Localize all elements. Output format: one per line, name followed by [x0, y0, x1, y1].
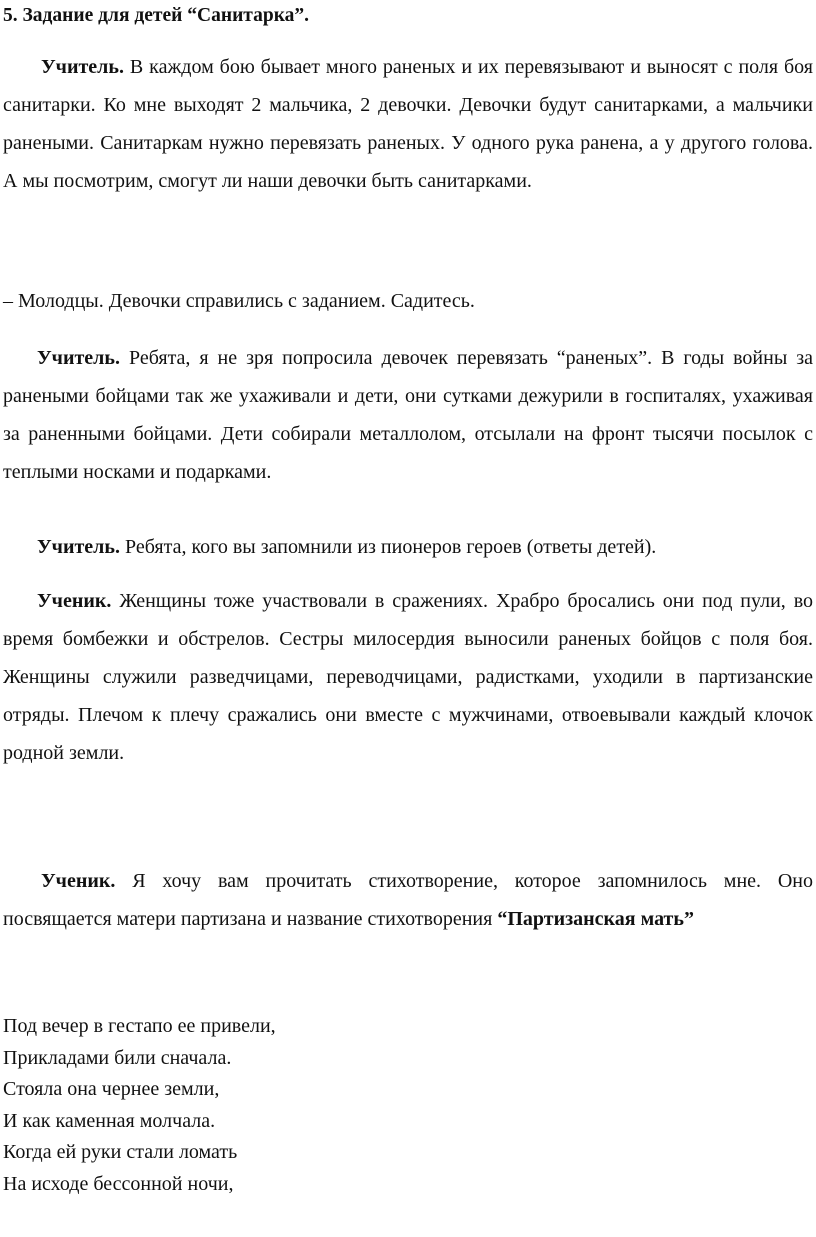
poem-line: Прикладами били сначала. — [3, 1046, 232, 1069]
poem-line: Когда ей руки стали ломать — [3, 1141, 238, 1163]
paragraph-student-1 — [3, 582, 813, 772]
paragraph-text: Ребята, кого вы запомнили из пионеров героев (ответы детей). — [124, 536, 657, 558]
paragraph-text: В каждом бою бывает много раненых и их перевязывают и выносят с поля боя санитарки. Ко мне выходят 2 мальчика, 2 девочки. Девочки будут санитарками, а мальчики ранеными. Санитаркам нужно перевязать раненых. У одного рука ранена, а у другого голова. А мы посмотрим, смогут ли наши девочки быть санитарками. — [3, 56, 813, 192]
paragraph-text: Ребята, я не зря попросила девочек перевязать “раненых”. В годы войны за ранеными бойцами так же ухаживали и дети, они сутками дежурили в госпиталях, ухаживая за раненными бойцами. Дети собирали металлолом, отсылали на фронт тысячи посылок с теплыми носками и подарками. — [3, 347, 814, 483]
paragraph-text: Женщины тоже участвовали в сражениях. Храбро бросались они под пули, во время бомбежки и обстрелов. Сестры милосердия выносили раненых бойцов с поля боя. Женщины служили разведчицами, переводчицами, радистками, уходили в партизанские отряды. Плечом к плечу сражались они вместе с мужчинами, отвоевывали каждый клочок родной земли. — [3, 590, 814, 764]
paragraph-teacher-2 — [3, 339, 813, 491]
paragraph-student-2 — [3, 862, 813, 938]
paragraph-text: – Молодцы. Девочки справились с заданием. Садитесь. — [3, 290, 475, 312]
paragraph-teacher-3 — [3, 528, 813, 566]
poem-title: “Партизанская мать” — [497, 908, 694, 930]
paragraph-text: Я хочу вам прочитать стихотворение, которое запомнилось мне. Оно посвящается матери партизана и название стихотворения — [3, 870, 813, 930]
speaker-label: Учитель. — [41, 56, 124, 78]
poem-line: Стояла она чернее земли, — [3, 1078, 220, 1100]
paragraph-teacher-1 — [3, 48, 813, 200]
poem-block — [3, 1011, 276, 1200]
speaker-label: Ученик. — [37, 590, 112, 612]
task-heading: 5. Задание для детей “Санитарка”. — [3, 5, 310, 26]
speaker-label: Учитель. — [37, 536, 120, 558]
poem-line: И как каменная молчала. — [3, 1109, 216, 1132]
paragraph-praise — [3, 282, 813, 320]
poem-line: Под вечер в гестапо ее привели, — [3, 1015, 276, 1037]
speaker-label: Учитель. — [37, 347, 120, 369]
poem-line: На исходе бессонной ночи, — [3, 1172, 234, 1195]
speaker-label: Ученик. — [41, 870, 116, 892]
